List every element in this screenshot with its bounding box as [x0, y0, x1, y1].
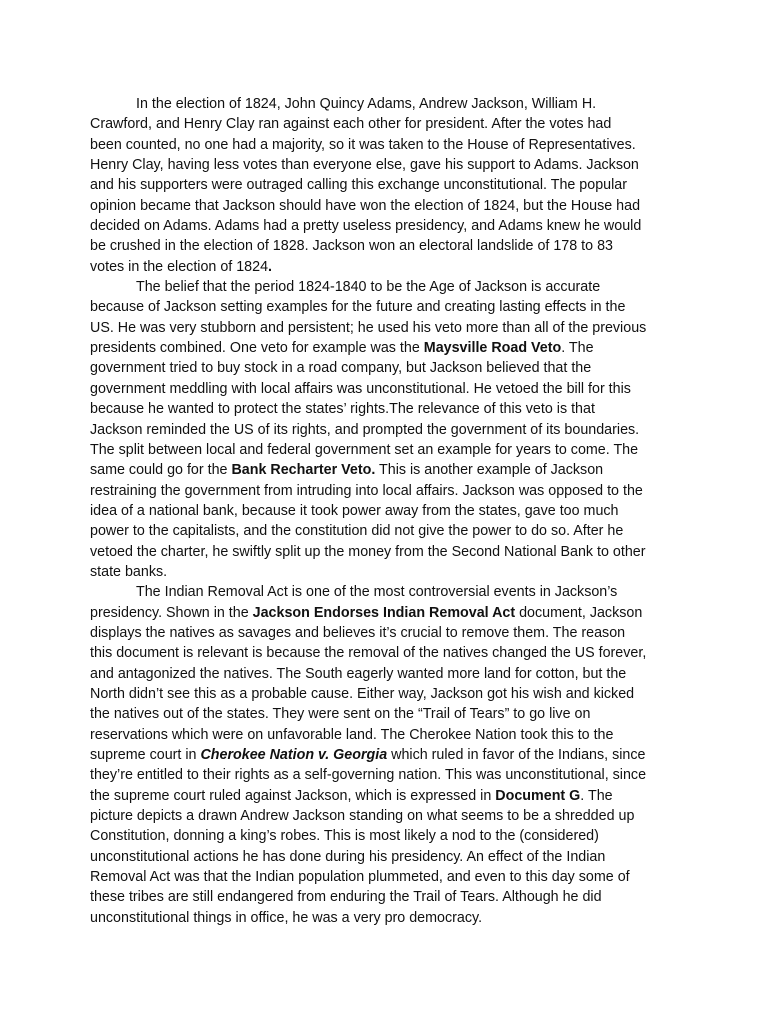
text-line: [90, 114, 682, 134]
text-line: [90, 175, 682, 195]
text-line: [90, 399, 682, 419]
text-line: [90, 358, 682, 378]
text-run: these tribes are still endangered from enduring the Trail of Tears. Although he did: [90, 889, 602, 906]
text-line: [90, 216, 682, 236]
text-run: votes in the election of 1824: [90, 258, 269, 275]
text-run: picture depicts a drawn Andrew Jackson standing on what seems to be a shredded up: [90, 808, 635, 825]
text-line: [90, 481, 682, 501]
text-run: been counted, no one had a majority, so it was taken to the House of Representatives.: [90, 136, 636, 153]
text-line: [90, 236, 682, 256]
text-run: US. He was very stubborn and persistent; he used his veto more than all of the previous: [90, 319, 647, 336]
paragraph-3: [90, 582, 682, 928]
text-run: because of Jackson setting examples for the future and creating lasting effects in the: [90, 299, 626, 316]
text-run: Constitution, donning a king’s robes. This is most likely a nod to the (considered): [90, 828, 599, 845]
text-line: [90, 725, 682, 745]
text-run: This is another example of Jackson: [375, 462, 604, 479]
bold-text: .: [268, 258, 273, 275]
text-line: [90, 806, 682, 826]
text-run: document, Jackson: [515, 604, 643, 621]
text-run: . The: [580, 787, 613, 804]
text-line: [90, 379, 682, 399]
text-line: [90, 297, 682, 317]
text-run: North didn’t see this as a probable cause. Either way, Jackson got his wish and kicked: [90, 685, 635, 702]
text-line: [90, 867, 682, 887]
text-run: decided on Adams. Adams had a pretty useless presidency, and Adams knew he would: [90, 218, 642, 235]
text-run: The split between local and federal government set an example for years to come. The: [90, 441, 639, 458]
text-run: power to the capitalists, and the constitution did not give the power to do so. After he: [90, 523, 624, 540]
text-run: The Indian Removal Act is one of the most controversial events in Jackson’s: [136, 584, 618, 601]
text-run: presidents combined. One veto for example was the: [90, 340, 424, 357]
bold-text: Bank Recharter Veto.: [231, 462, 376, 479]
bold-italic-text: Cherokee Nation v. Georgia: [200, 747, 388, 763]
text-run: same could go for the: [90, 462, 232, 479]
text-line: [90, 582, 682, 602]
text-run: Henry Clay, having less votes than everyone else, gave his support to Adams. Jackson: [90, 157, 639, 174]
bold-text: Document G: [495, 787, 581, 804]
text-run: and his supporters were outraged calling this exchange unconstitutional. The popular: [90, 177, 628, 194]
text-line: [90, 542, 682, 562]
text-run: unconstitutional actions he has done during his presidency. An effect of the Indian: [90, 848, 606, 865]
text-run: supreme court in: [90, 747, 201, 763]
text-line: [90, 847, 682, 867]
text-line: [90, 196, 682, 216]
text-line: [90, 623, 682, 643]
text-run: government tried to buy stock in a road company, but Jackson believed that the: [90, 360, 592, 377]
text-run: state banks.: [90, 563, 168, 580]
text-run: In the election of 1824, John Quincy Adams, Andrew Jackson, William H.: [136, 96, 597, 112]
text-run: Removal Act was that the Indian population plummeted, and even to this day some of: [90, 869, 630, 886]
text-line: [90, 440, 682, 460]
text-run: because he wanted to protect the states’ rights.The relevance of this veto is that: [90, 401, 595, 418]
text-run: presidency. Shown in the: [90, 604, 253, 621]
paragraph-1: [90, 94, 682, 277]
text-line: [90, 765, 682, 785]
text-run: and antagonized the natives. The South eagerly wanted more land for cotton, but the: [90, 665, 627, 682]
text-line: [90, 257, 682, 277]
text-run: Jackson reminded the US of its rights, and prompted the government of its boundaries.: [90, 421, 640, 438]
text-line: [90, 460, 682, 480]
text-line: [90, 887, 682, 907]
text-run: which ruled in favor of the Indians, since: [387, 747, 646, 763]
text-line: [90, 908, 682, 928]
text-line: [90, 318, 682, 338]
text-line: [90, 135, 682, 155]
text-run: restraining the government from intruding into local affairs. Jackson was opposed to the: [90, 482, 643, 499]
text-line: [90, 745, 682, 765]
text-line: [90, 562, 682, 582]
text-line: [90, 603, 682, 623]
text-line: [90, 786, 682, 806]
text-run: vetoed the charter, he swiftly split up the money from the Second National Bank to other: [90, 543, 646, 560]
text-line: [90, 155, 682, 175]
text-line: [90, 826, 682, 846]
text-run: they’re entitled to their rights as a self-governing nation. This was unconstitutional, since: [90, 767, 647, 784]
text-run: The belief that the period 1824-1840 to be the Age of Jackson is accurate: [136, 279, 601, 296]
document-page: [90, 94, 682, 928]
text-run: be crushed in the election of 1828. Jackson won an electoral landslide of 178 to 83: [90, 238, 613, 255]
text-run: reservations which were on unfavorable land. The Cherokee Nation took this to the: [90, 726, 614, 743]
paragraph-2: [90, 277, 682, 582]
text-line: [90, 704, 682, 724]
text-line: [90, 643, 682, 663]
text-run: . The: [561, 340, 594, 357]
text-run: the supreme court ruled against Jackson, which is expressed in: [90, 787, 496, 804]
text-line: [90, 277, 682, 297]
bold-text: Jackson Endorses Indian Removal Act: [252, 604, 516, 621]
text-line: [90, 684, 682, 704]
text-line: [90, 338, 682, 358]
text-line: [90, 664, 682, 684]
text-run: idea of a national bank, because it took power away from the states, gave too much: [90, 502, 619, 519]
text-run: the natives out of the states. They were sent on the “Trail of Tears” to go live on: [90, 706, 591, 723]
text-run: opinion became that Jackson should have won the election of 1824, but the House had: [90, 197, 641, 214]
text-run: displays the natives as savages and believes it’s crucial to remove them. The reason: [90, 624, 626, 641]
text-run: government meddling with local affairs was unconstitutional. He vetoed the bill for this: [90, 380, 631, 397]
text-run: unconstitutional things in office, he was a very pro democracy.: [90, 909, 483, 926]
bold-text: Maysville Road Veto: [423, 340, 562, 357]
text-line: [90, 501, 682, 521]
text-line: [90, 420, 682, 440]
text-run: Crawford, and Henry Clay ran against each other for president. After the votes had: [90, 116, 612, 133]
text-line: [90, 94, 682, 114]
text-run: this document is relevant is because the removal of the natives changed the US forever,: [90, 645, 647, 662]
text-line: [90, 521, 682, 541]
